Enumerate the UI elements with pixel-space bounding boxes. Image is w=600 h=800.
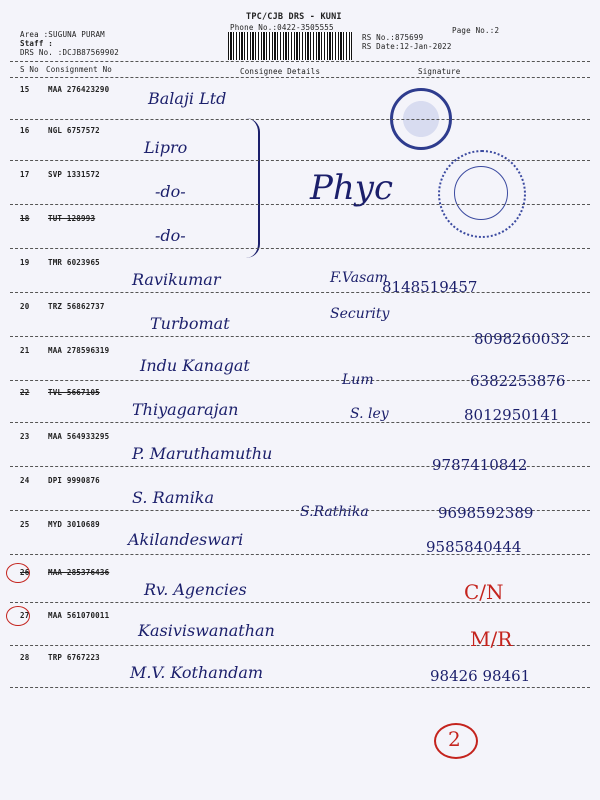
row-sno: 26 (20, 568, 30, 577)
row-phone: 6382253876 (470, 372, 566, 390)
row-signature: S.Rathika (300, 504, 369, 520)
row-consignment-no: TRP 6767223 (48, 653, 100, 662)
row-sno: 23 (20, 432, 30, 441)
row-consignment-no: MYD 3010689 (48, 520, 100, 529)
row-consignee-name: Akilandeswari (128, 530, 244, 549)
header-rule (10, 61, 590, 62)
page-number: Page No.:2 (452, 26, 500, 35)
row-consignment-no: MAA 278596319 (48, 346, 110, 355)
phone-number: Phone No.:0422-3505555 (230, 23, 334, 32)
row-consignment-no: TMR 6023965 (48, 258, 100, 267)
row-sno: 28 (20, 653, 30, 662)
row-phone: 9787410842 (432, 456, 528, 474)
row-sno: 25 (20, 520, 30, 529)
enterprises-seal-stamp (438, 150, 526, 238)
row-phone: M/R (470, 627, 513, 651)
row-sno: 24 (20, 476, 30, 485)
row-red-circle (6, 606, 30, 626)
rs-date: RS Date:12-Jan-2022 (362, 42, 452, 51)
row-phone: 8012950141 (464, 406, 560, 424)
row-consignment-no: TVL 5667105 (48, 388, 100, 397)
row-consignee-name: -do- (155, 182, 186, 201)
row-consignee-name: Indu Kanagat (140, 356, 250, 375)
barcode (228, 32, 352, 60)
row-sno: 16 (20, 126, 30, 135)
row-signature: F.Vasam (330, 270, 388, 286)
col-consignee: Consignee Details (240, 67, 321, 76)
row-consignee-name: Kasiviswanathan (138, 621, 275, 640)
row-sno: 19 (20, 258, 30, 267)
row-consignment-no: DPI 9990876 (48, 476, 100, 485)
row-sno: 22 (20, 388, 30, 397)
col-sno: S No (20, 65, 39, 74)
row-separator (10, 248, 590, 249)
row-sno: 21 (20, 346, 30, 355)
row-separator (10, 687, 590, 688)
row-consignee-name: Lipro (144, 138, 188, 157)
row-consignee-name: Thiyagarajan (132, 400, 239, 419)
row-sno: 17 (20, 170, 30, 179)
row-phone: C/N (464, 580, 504, 604)
staff-label: Staff : (20, 39, 54, 48)
row-consignment-no: MAA 276423290 (48, 85, 110, 94)
row-separator (10, 292, 590, 293)
row-sno: 18 (20, 214, 30, 223)
page-mark: 2 (448, 727, 461, 751)
row-separator (10, 204, 590, 205)
rs-number: RS No.:875699 (362, 33, 424, 42)
row-consignment-no: TRZ 56862737 (48, 302, 105, 311)
row-consignee-name: -do- (155, 226, 186, 245)
grouping-brace (236, 118, 260, 258)
row-phone: 9698592389 (438, 504, 534, 522)
row-consignee-name: Ravikumar (132, 270, 221, 289)
row-phone: 98426 98461 (430, 667, 531, 685)
row-phone: 8148519457 (382, 278, 478, 296)
row-phone: 8098260032 (474, 330, 570, 348)
row-signature: S. ley (350, 406, 389, 422)
row-sno: 15 (20, 85, 30, 94)
row-red-circle (6, 563, 30, 583)
row-consignee-name: P. Maruthamuthu (132, 444, 273, 463)
row-sno: 20 (20, 302, 30, 311)
header-rule-bottom (10, 77, 590, 78)
row-consignment-no: TUT 128993 (48, 214, 96, 223)
row-consignment-no: MAA 564933295 (48, 432, 110, 441)
row-signature: Lum (342, 372, 374, 388)
row-consignee-name: Rv. Agencies (144, 580, 247, 599)
row-phone: 9585840444 (426, 538, 522, 556)
row-separator (10, 119, 590, 120)
row-consignee-name: Balaji Ltd (148, 89, 227, 108)
row-consignment-no: MAA 561070011 (48, 611, 110, 620)
row-consignment-no: SVP 1331572 (48, 170, 100, 179)
row-signature: Security (330, 306, 390, 322)
row-separator (10, 160, 590, 161)
col-signature: Signature (418, 67, 461, 76)
row-consignee-name: Turbomat (150, 314, 230, 333)
row-sno: 27 (20, 611, 30, 620)
drs-number: DRS No. :DCJB87569902 (20, 48, 120, 57)
row-consignment-no: NGL 6757572 (48, 126, 100, 135)
row-consignment-no: MAA 285376436 (48, 568, 110, 577)
document-title: TPC/CJB DRS - KUNI (246, 12, 342, 22)
area-label: Area :SUGUNA PURAM (20, 30, 105, 39)
row-consignee-name: S. Ramika (132, 488, 215, 507)
row-consignee-name: M.V. Kothandam (130, 663, 264, 682)
row-signature: Phyc (310, 168, 394, 208)
col-consignment: Consignment No (46, 65, 113, 74)
